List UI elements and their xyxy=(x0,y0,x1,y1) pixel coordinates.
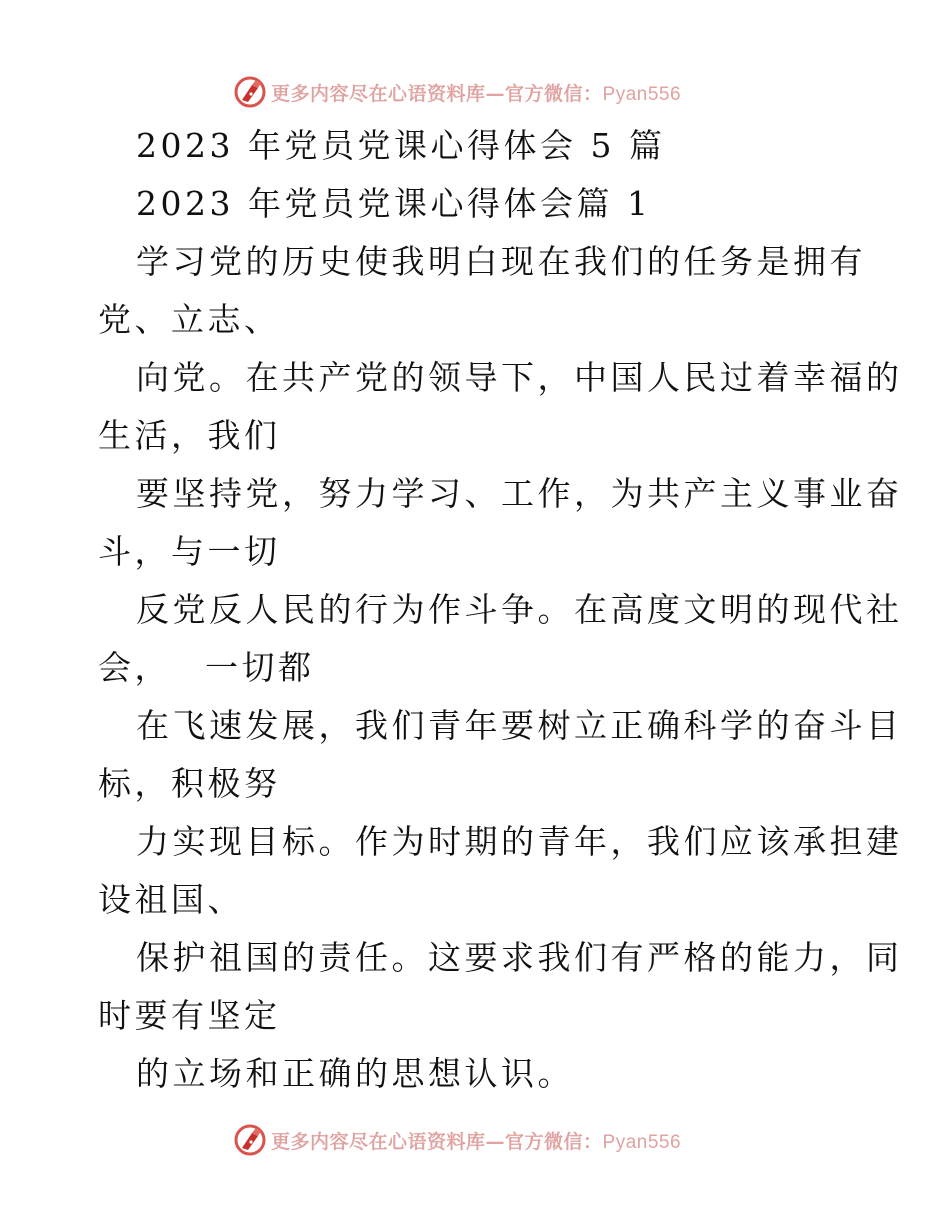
header-banner-text-cn: 更多内容尽在心语资料库—官方微信： xyxy=(271,82,603,105)
text-line: 会， 一切都 xyxy=(98,648,315,687)
text-line: 的立场和正确的思想认识。 xyxy=(136,1054,574,1093)
text-line: 保护祖国的责任。这要求我们有严格的能力，同 xyxy=(136,938,903,977)
text-line: 学习党的历史使我明白现在我们的任务是拥有 xyxy=(136,242,866,281)
text-line: 斗，与一切 xyxy=(98,532,281,571)
text-line: 反党反人民的行为作斗争。在高度文明的现代社 xyxy=(136,590,903,629)
pen-nib-circle-icon xyxy=(233,1123,267,1157)
text-line: 力实现目标。作为时期的青年，我们应该承担建 xyxy=(136,822,903,861)
text-line: 标，积极努 xyxy=(98,764,281,803)
text-line: 向党。在共产党的领导下，中国人民过着幸福的 xyxy=(136,358,903,397)
footer-banner-text xyxy=(271,1127,681,1154)
document-title: 2023 年党员党课心得体会 5 篇 xyxy=(136,126,666,165)
footer-banner-text-cn: 更多内容尽在心语资料库—官方微信： xyxy=(271,1130,603,1153)
header-banner xyxy=(0,72,950,112)
text-line: 时要有坚定 xyxy=(98,996,281,1035)
footer-banner-wechat-id: Pyan556 xyxy=(602,1131,682,1153)
header-banner-content xyxy=(233,72,681,112)
text-line: 生活，我们 xyxy=(98,416,281,455)
text-line: 要坚持党，努力学习、工作，为共产主义事业奋 xyxy=(136,474,903,513)
section-heading: 2023 年党员党课心得体会篇 1 xyxy=(136,184,652,223)
footer-banner xyxy=(0,1120,950,1160)
text-line: 设祖国、 xyxy=(98,880,244,919)
footer-banner-content xyxy=(233,1120,681,1160)
pen-nib-circle-icon xyxy=(233,75,267,109)
header-banner-wechat-id: Pyan556 xyxy=(602,83,682,105)
text-line: 党、立志、 xyxy=(98,300,281,339)
header-banner-text xyxy=(271,79,681,106)
text-line: 在飞速发展，我们青年要树立正确科学的奋斗目 xyxy=(136,706,903,745)
